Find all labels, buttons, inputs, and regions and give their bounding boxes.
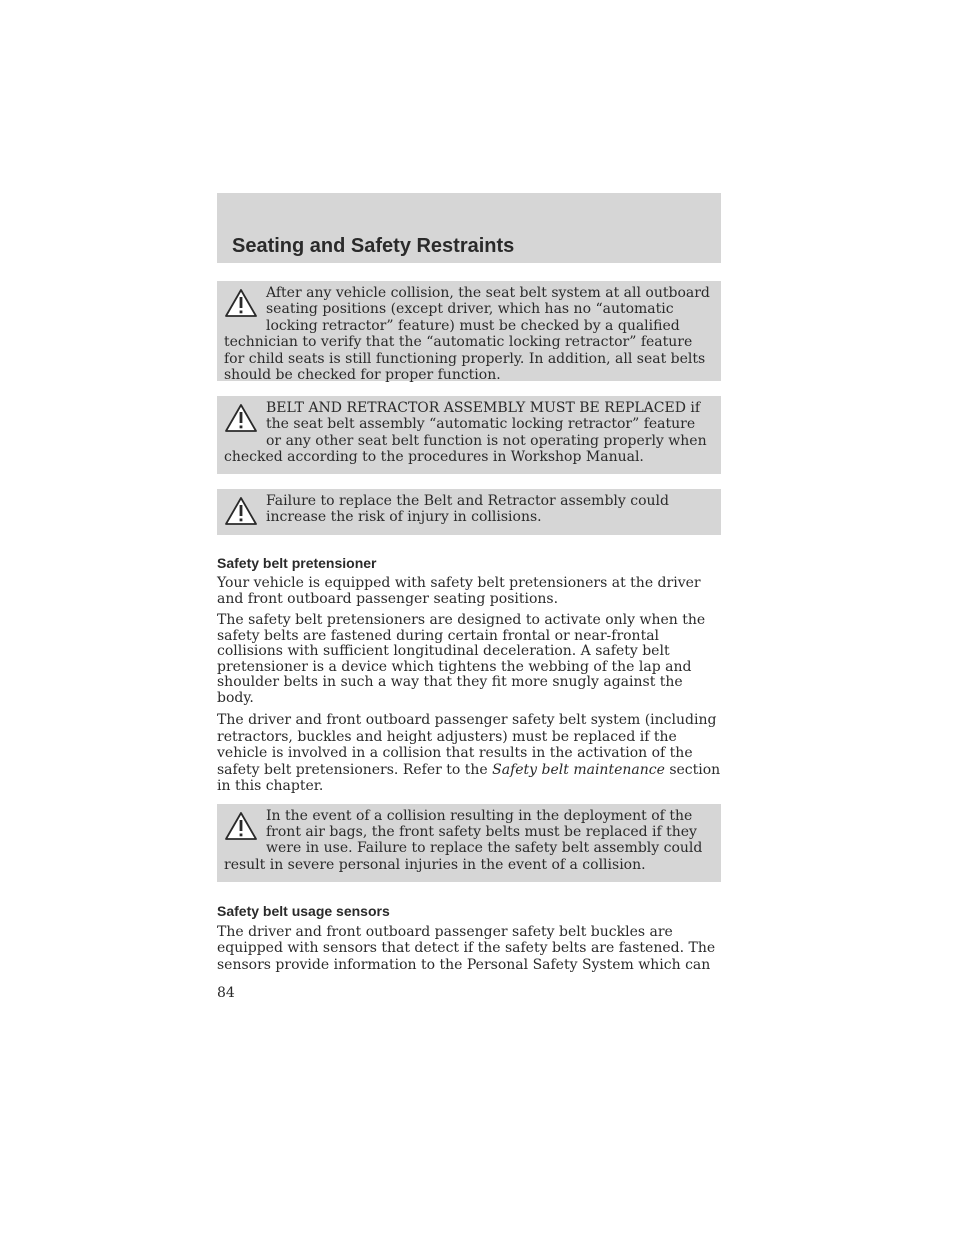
page-number: 84	[217, 985, 235, 1001]
warning-box-failure-replace	[217, 489, 721, 535]
section-header	[217, 193, 721, 263]
cross-reference: Safety belt maintenance	[492, 761, 665, 778]
warning-text: After any vehicle collision, the seat belt system at all outboard seating positions (except driver, which has no “automatic locking retractor” feature) must be checked by a qualified technician to verify that the “automatic locking retractor” feature for child seats is still functioning properly. In addition, all seat belts should be checked for proper function.	[224, 285, 710, 384]
warning-box-collision-check	[217, 281, 721, 384]
paragraph: The safety belt pretensioners are designed to activate only when the safety belts are fastened during certain frontal or near-frontal collisions with sufficient longitudinal deceleration. A safety belt pretensioner is a device which tightens the webbing of the lap and shoulder belts in such a way that they fit more snugly against the body.	[217, 612, 706, 706]
warning-triangle-icon	[224, 288, 258, 318]
warning-text: In the event of a collision resulting in the deployment of the front air bags, the front safety belts must be replaced if they were in use. Failure to replace the safety belt assembly could result in severe personal injuries in the event of a collision.	[224, 807, 703, 873]
warning-box-replace-assembly	[217, 396, 721, 474]
section-heading-usage-sensors: Safety belt usage sensors	[217, 902, 390, 919]
paragraph-text: section in this chapter.	[217, 761, 721, 794]
section-heading-pretensioner: Safety belt pretensioner	[217, 555, 377, 571]
warning-text: Failure to replace the Belt and Retractor assembly could increase the risk of injury in collisions.	[266, 493, 669, 526]
paragraph-text: The driver and front outboard passenger safety belt system (including retractors, buckles and height adjusters) must be replaced if the vehicle is involved in a collision that results in the activation of the safety belt pretensioners. Refer to the	[217, 712, 717, 778]
paragraph	[217, 712, 721, 795]
manual-page	[217, 193, 721, 1001]
warning-triangle-icon	[224, 403, 258, 433]
warning-triangle-icon	[224, 496, 258, 526]
paragraph: The driver and front outboard passenger safety belt buckles are equipped with sensors that detect if the safety belts are fastened. The sensors provide information to the Personal Safety System which can	[217, 923, 716, 973]
warning-box-airbag-deployment	[217, 804, 721, 882]
warning-text: BELT AND RETRACTOR ASSEMBLY MUST BE REPLACED if the seat belt assembly “automatic locking retractor” feature or any other seat belt function is not operating properly when checked according to the procedures in Workshop Manual.	[224, 400, 707, 466]
page-title: Seating and Safety Restraints	[232, 235, 515, 257]
warning-triangle-icon	[224, 811, 258, 841]
paragraph: Your vehicle is equipped with safety belt pretensioners at the driver and front outboard passenger seating positions.	[217, 575, 701, 607]
